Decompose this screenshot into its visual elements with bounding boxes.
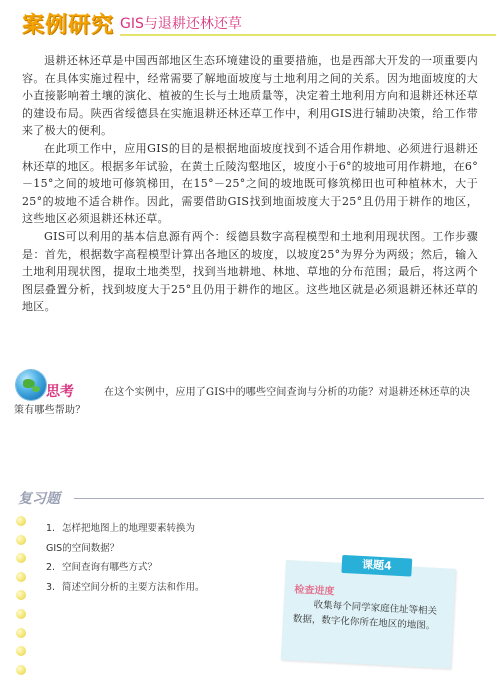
- list-item: [46, 578, 306, 598]
- bullet-dot-icon: [16, 665, 26, 675]
- task-card-tab: 课题4: [341, 555, 412, 577]
- list-item: [46, 519, 306, 539]
- bullet-dot-icon: [16, 553, 26, 563]
- question-number: 3.: [46, 581, 56, 593]
- bullet-dot-icon: [16, 609, 26, 619]
- task-card-text: 收集每个同学家庭住址等相关数据，数字化你所在地区的地图。: [292, 599, 438, 632]
- bullet-dot-icon: [16, 646, 26, 656]
- section-header: [22, 8, 492, 38]
- case-study-body: [22, 52, 478, 316]
- section-subtitle: GIS与退耕还林还草: [120, 16, 242, 32]
- question-number: 1.: [46, 523, 56, 534]
- list-item: [46, 539, 306, 559]
- question-text: 简述空间分析的主要方法和作用。: [62, 581, 205, 593]
- task-card: [281, 557, 456, 669]
- review-questions: [46, 519, 306, 597]
- bullet-dot-icon: [16, 628, 26, 638]
- paragraph-2: 在此项工作中，应用GIS的目的是根据地面坡度找到不适合用作耕地、必须进行退耕还林还草的地区。根据多年试验，在黄土丘陵沟壑地区，坡度小于6°的坡地可用作耕地，在6°－15°之间的坡地可修筑梯田，在15°－25°之间的坡地既可修筑梯田也可种植林木，大于25°的坡地不适合耕作。因此，需要借助GIS找到地面坡度大于25°且仍用于耕作的地区，这些地区必须退耕还林还草。: [22, 141, 478, 226]
- question-number: 2.: [46, 562, 56, 574]
- bullet-dot-icon: [16, 535, 26, 545]
- think-box: [14, 370, 478, 426]
- subtitle-underline: [120, 34, 496, 36]
- question-text: GIS的空间数据？: [46, 542, 120, 554]
- question-text: 怎样把地图上的地理要素转换为: [62, 523, 196, 534]
- review-divider: [74, 498, 484, 499]
- task-card-heading: 检查进度: [294, 584, 335, 598]
- think-question: 在这个实例中，应用了GIS中的哪些空间查询与分析的功能？对退耕还林还草的决策有哪些帮助？: [14, 387, 471, 416]
- bullet-dot-icon: [16, 590, 26, 600]
- review-title: 复习题: [18, 491, 60, 507]
- question-text: 空间查询有哪些方式？: [62, 562, 158, 574]
- bullet-dot-icon: [16, 572, 26, 582]
- margin-bullets: [16, 516, 36, 683]
- think-label: 思考: [46, 384, 74, 400]
- list-item: [46, 558, 306, 578]
- bullet-dot-icon: [16, 516, 26, 526]
- paragraph-3: GIS可以利用的基本信息源有两个：绥德县数字高程模型和土地利用现状图。工作步骤是：首先，根据数字高程模型计算出各地区的坡度，以坡度25°为界分为两级；然后，输入土地利用现状图，提取土地类型，找到当地耕地、林地、草地的分布范围；最后，将这两个图层叠置分析，找到坡度大于25°且仍用于耕作的地区。这些地区就是必须退耕还林还草的地区。: [22, 229, 478, 314]
- section-title: 案例研究: [22, 13, 115, 38]
- paragraph-1: 退耕还林还草是中国西部地区生态环境建设的重要措施，也是西部大开发的一项重要内容。在具体实施过程中，经常需要了解地面坡度与土地利用之间的关系。因为地面坡度的大小直接影响着土壤的演化、植被的生长与土地质量等，决定着土地利用方向和退耕还林还草的建设布局。陕西省绥德县在实施退耕还林还草工作中，利用GIS进行辅助决策，给工作带来了极大的便利。: [22, 54, 478, 138]
